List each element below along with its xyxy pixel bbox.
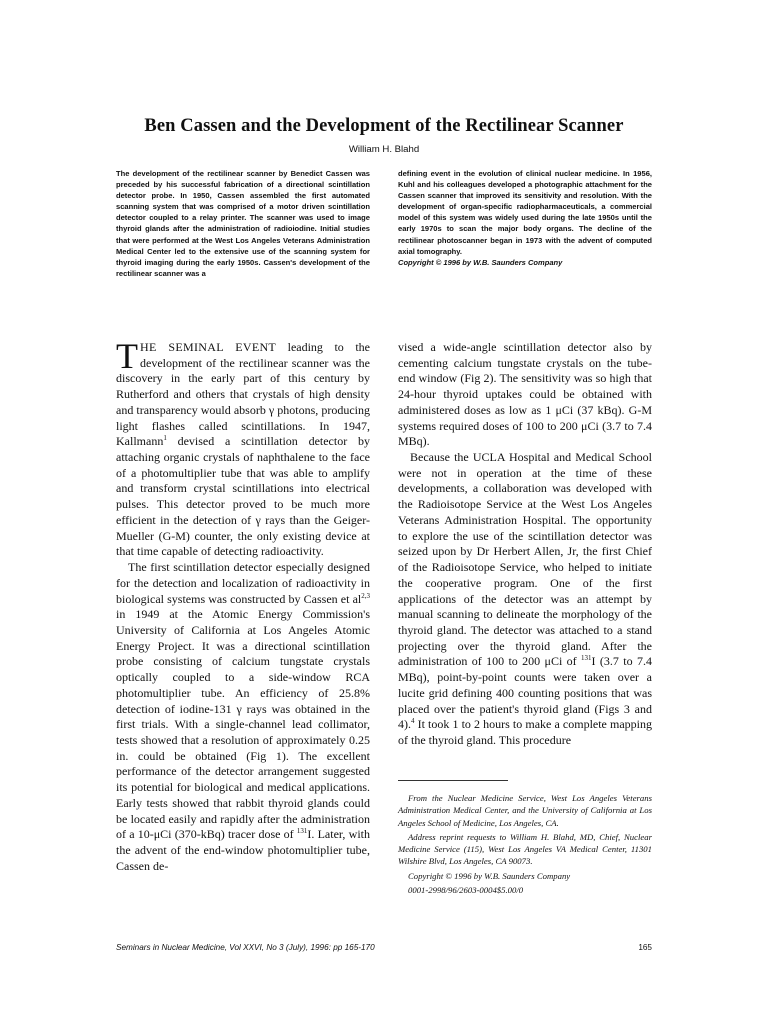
p2-text-a: The first scintillation detector especially designed for the detection and localization of radioactivity in biological systems was constructed by Cassen et al — [116, 560, 370, 606]
footnote-copyright: Copyright © 1996 by W.B. Saunders Company — [408, 870, 571, 881]
p2-text-b: in 1949 at the Atomic Energy Commission's University of California at Los Angeles Atomic Energy Project. It was a directional scintillation probe consisting of calcium tungstate crystals optically coupled to a side-window RCA photomultiplier tube. An efficiency of 25.8% detection of iodine-131 γ rays was obtained in the first trials. With a single-channel lead collimator, tests showed that a resolution of approximately 0.25 in. could be obtained (Fig 1). The excellent performance of the detector arrangement suggested its potential for biological and medical applications. Early tests showed that rabbit thyroid glands could be located easily and rapidly after the administration of a 10-μCi (370-kBq) tracer dose of — [116, 607, 370, 842]
p4-text-a: Because the UCLA Hospital and Medical School were not in operation at the time of these developments, a collaboration was developed with the Radioisotope Service at the West Los Angeles Veterans Administration Hospital. The opportunity to explore the use of the scintillation detector was seized upon by Dr Herbert Allen, Jr, the first Chief of the Radioisotope Service, who helped to initiate the cooperative program. One of the first applications of the detector was an attempt by manual scanning to delineate the morphology of the thyroid gland. The detector was attached to a stand projecting over the thyroid gland. After the administration of 100 to 200 μCi of — [398, 450, 652, 669]
body-paragraph-3: vised a wide-angle scintillation detector also by cementing calcium tungstate crystals on the tube-end window (Fig 2). The sensitivity was so high that 24-hour thyroid uptakes could be obtained with administered doses as low as 1 μCi (37 kBq). G-M systems required doses of 100 to 200 μCi (3.7 to 7.4 MBq). — [398, 340, 652, 449]
abstract-right-text: defining event in the evolution of clinical nuclear medicine. In 1956, Kuhl and his colleagues developed a photographic attachment for the Cassen scanner that improved its sensitivity and resolution. With the development of organ-specific radiopharmaceuticals, a commercial model of this system was widely used during the late 1950s until the early 1970s to scan the major body organs. The decline of the rectilinear photoscanner began in 1973 with the advent of computed axial tomography. — [398, 169, 652, 256]
p1-text-b: devised a scintillation detector by attaching organic crystals of naphthalene to the face of a photomultiplier tube that was able to amplify and transform crystal scintillations into electrical pulses. This detector proved to be much more efficient in the detection of γ rays than the Geiger-Mueller (G-M) counter, the only existing device at that time capable of detecting radioactivity. — [116, 434, 370, 559]
footnote-divider — [398, 780, 508, 781]
body-column-left — [116, 336, 370, 874]
abstract-left-column: The development of the rectilinear scanner by Benedict Cassen was preceded by his successful fabrication of a directional scintillation detector probe. In 1950, Cassen assembled the first automated scanning system that was comprised of a motor driven scintillation detector coupled to a relay printer. The scanner was used to image thyroid glands after the administration of radioiodine. Initial studies that were performed at the West Los Angeles Veterans Administration Medical Center led to the extensive use of the scanning system for thyroid imaging during the early 1950s. Cassen's development of the rectilinear scanner was a — [116, 169, 370, 278]
p4-text-c: It took 1 to 2 hours to make a complete mapping of the thyroid gland. This procedure — [398, 717, 652, 747]
p1-text-a: leading to the development of the rectilinear scanner was the discovery in the early part of this century by Rutherford and others that crystals of high density and transparency would absorb γ photons, producing light flashes called scintillations. In 1947, Kallmann — [116, 340, 370, 449]
page-number: 165 — [638, 943, 652, 952]
p4-text-b: I (3.7 to 7.4 MBq), point-by-point counts were taken over a lucite grid defining 400 counting positions that was placed over the patient's thyroid gland (Figs 3 and 4). — [398, 654, 652, 732]
isotope-mass: 131 — [296, 827, 308, 836]
drop-cap: T — [116, 336, 138, 376]
reference-2-3: 2,3 — [361, 591, 370, 600]
footnote-code: 0001-2998/96/2603-0004$5.00/0 — [408, 885, 524, 896]
footnote-reprint: Address reprint requests to William H. Blahd, MD, Chief, Nuclear Medicine Service (115), West Los Angeles VA Medical Center, 11301 Wilshire Blvd, Los Angeles, CA 90073. — [398, 831, 652, 867]
author-name: William H. Blahd — [348, 144, 420, 155]
opening-caps: HE SEMINAL EVENT — [140, 340, 277, 354]
body-paragraph-4 — [398, 450, 652, 749]
body-paragraph-1 — [116, 336, 370, 560]
isotope-mass: 131 — [581, 654, 592, 663]
reference-1: 1 — [163, 434, 167, 443]
abstract-right-column — [398, 168, 652, 268]
journal-citation: Seminars in Nuclear Medicine, Vol XXVI, No 3 (July), 1996: pp 165-170 — [116, 943, 375, 952]
footnote-affiliation: From the Nuclear Medicine Service, West Los Angeles Veterans Administration Medical Center, and the University of California at Los Angeles School of Medicine, Los Angeles, CA. — [398, 793, 652, 828]
article-title: Ben Cassen and the Development of the Rectilinear Scanner — [144, 116, 624, 136]
abstract-copyright: Copyright © 1996 by W.B. Saunders Company — [398, 257, 563, 267]
p2-text-c: I. Later, with the advent of the end-window photomultiplier tube, Cassen de- — [116, 827, 370, 873]
reference-4: 4 — [411, 717, 415, 726]
body-column-right — [398, 340, 652, 749]
footnotes — [398, 792, 652, 896]
body-paragraph-2 — [116, 560, 370, 874]
